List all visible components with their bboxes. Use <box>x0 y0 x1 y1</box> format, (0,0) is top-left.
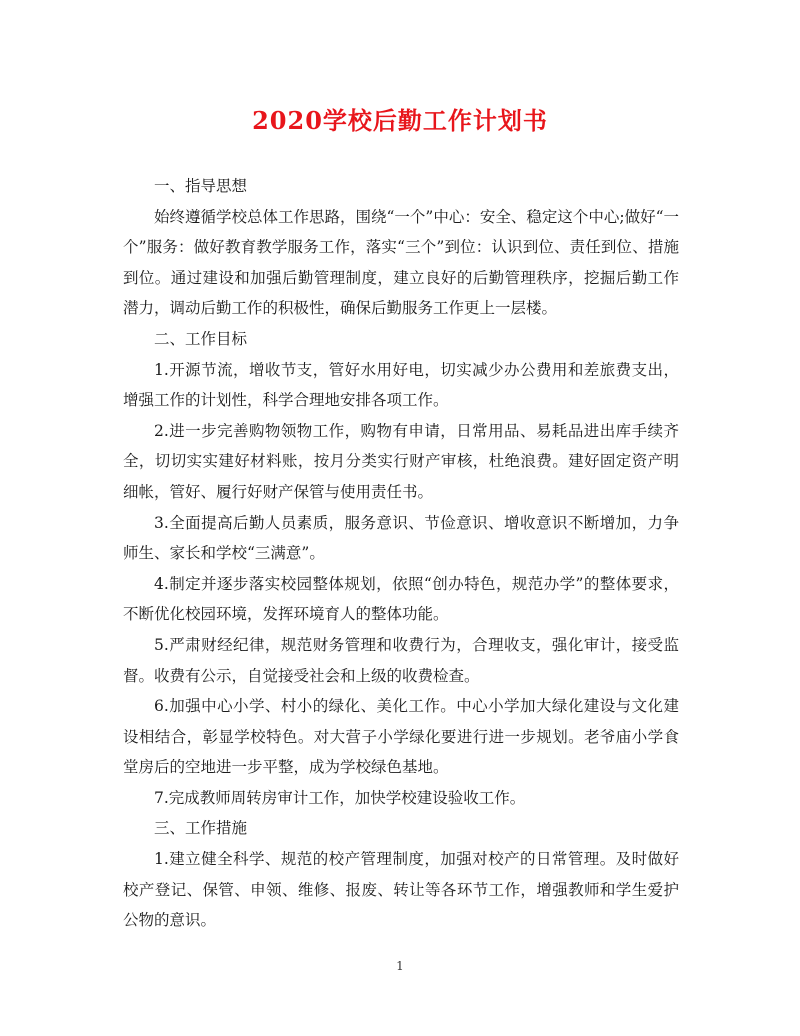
paragraph-goal-5: 5.严肃财经纪律，规范财务管理和收费行为，合理收支，强化审计，接受监督。收费有公示，自觉接受社会和上级的收费检查。 <box>123 635 679 685</box>
section-heading-work-measures: 三、工作措施 <box>154 819 248 838</box>
section-heading-guiding-idea: 一、指导思想 <box>154 177 248 195</box>
paragraph-guiding-idea: 始终遵循学校总体工作思路，围绕“一个”中心：安全、稳定这个中心;做好“一个”服务：做好教育教学服务工作，落实“三个”到位：认识到位、责任到位、措施到位。通过建设和加强后勤管理制度，建立良好的后勤管理秩序，挖掘后勤工作潜力，调动后勤工作的积极性，确保后勤服务工作更上一层楼。 <box>123 207 679 318</box>
paragraph-measure-1: 1.建立健全科学、规范的校产管理制度，加强对校产的日常管理。及时做好校产登记、保管、申领、维修、报废、转让等各环节工作，增强教师和学生爱护公物的意识。 <box>123 850 679 930</box>
document-title: 2020学校后勤工作计划书 <box>252 106 548 135</box>
paragraph-goal-7: 7.完成教师周转房审计工作，加快学校建设验收工作。 <box>154 788 526 807</box>
paragraph-goal-1: 1.开源节流，增收节支，管好水用好电，切实减少办公费用和差旅费支出，增强工作的计划性，科学合理地安排各项工作。 <box>123 360 679 410</box>
paragraph-goal-2: 2.进一步完善购物领物工作，购物有申请，日常用品、易耗品进出库手续齐全，切切实实建好材料账，按月分类实行财产审核，杜绝浪费。建好固定资产明细帐，管好、履行好财产保管与使用责任书。 <box>123 421 679 501</box>
paragraph-goal-3: 3.全面提高后勤人员素质，服务意识、节俭意识、增收意识不断增加，力争师生、家长和学校“三满意”。 <box>123 513 679 563</box>
paragraph-goal-4: 4.制定并逐步落实校园整体规划，依照“创办特色，规范办学”的整体要求，不断优化校园环境，发挥环境育人的整体功能。 <box>123 574 679 624</box>
page-number: 1 <box>396 959 404 973</box>
section-heading-work-goals: 二、工作目标 <box>154 329 248 348</box>
document-body <box>123 171 679 936</box>
paragraph-goal-6: 6.加强中心小学、村小的绿化、美化工作。中心小学加大绿化建设与文化建设相结合，彰显学校特色。对大营子小学绿化要进行进一步规划。老爷庙小学食堂房后的空地进一步平整，成为学校绿色基地。 <box>123 697 679 777</box>
